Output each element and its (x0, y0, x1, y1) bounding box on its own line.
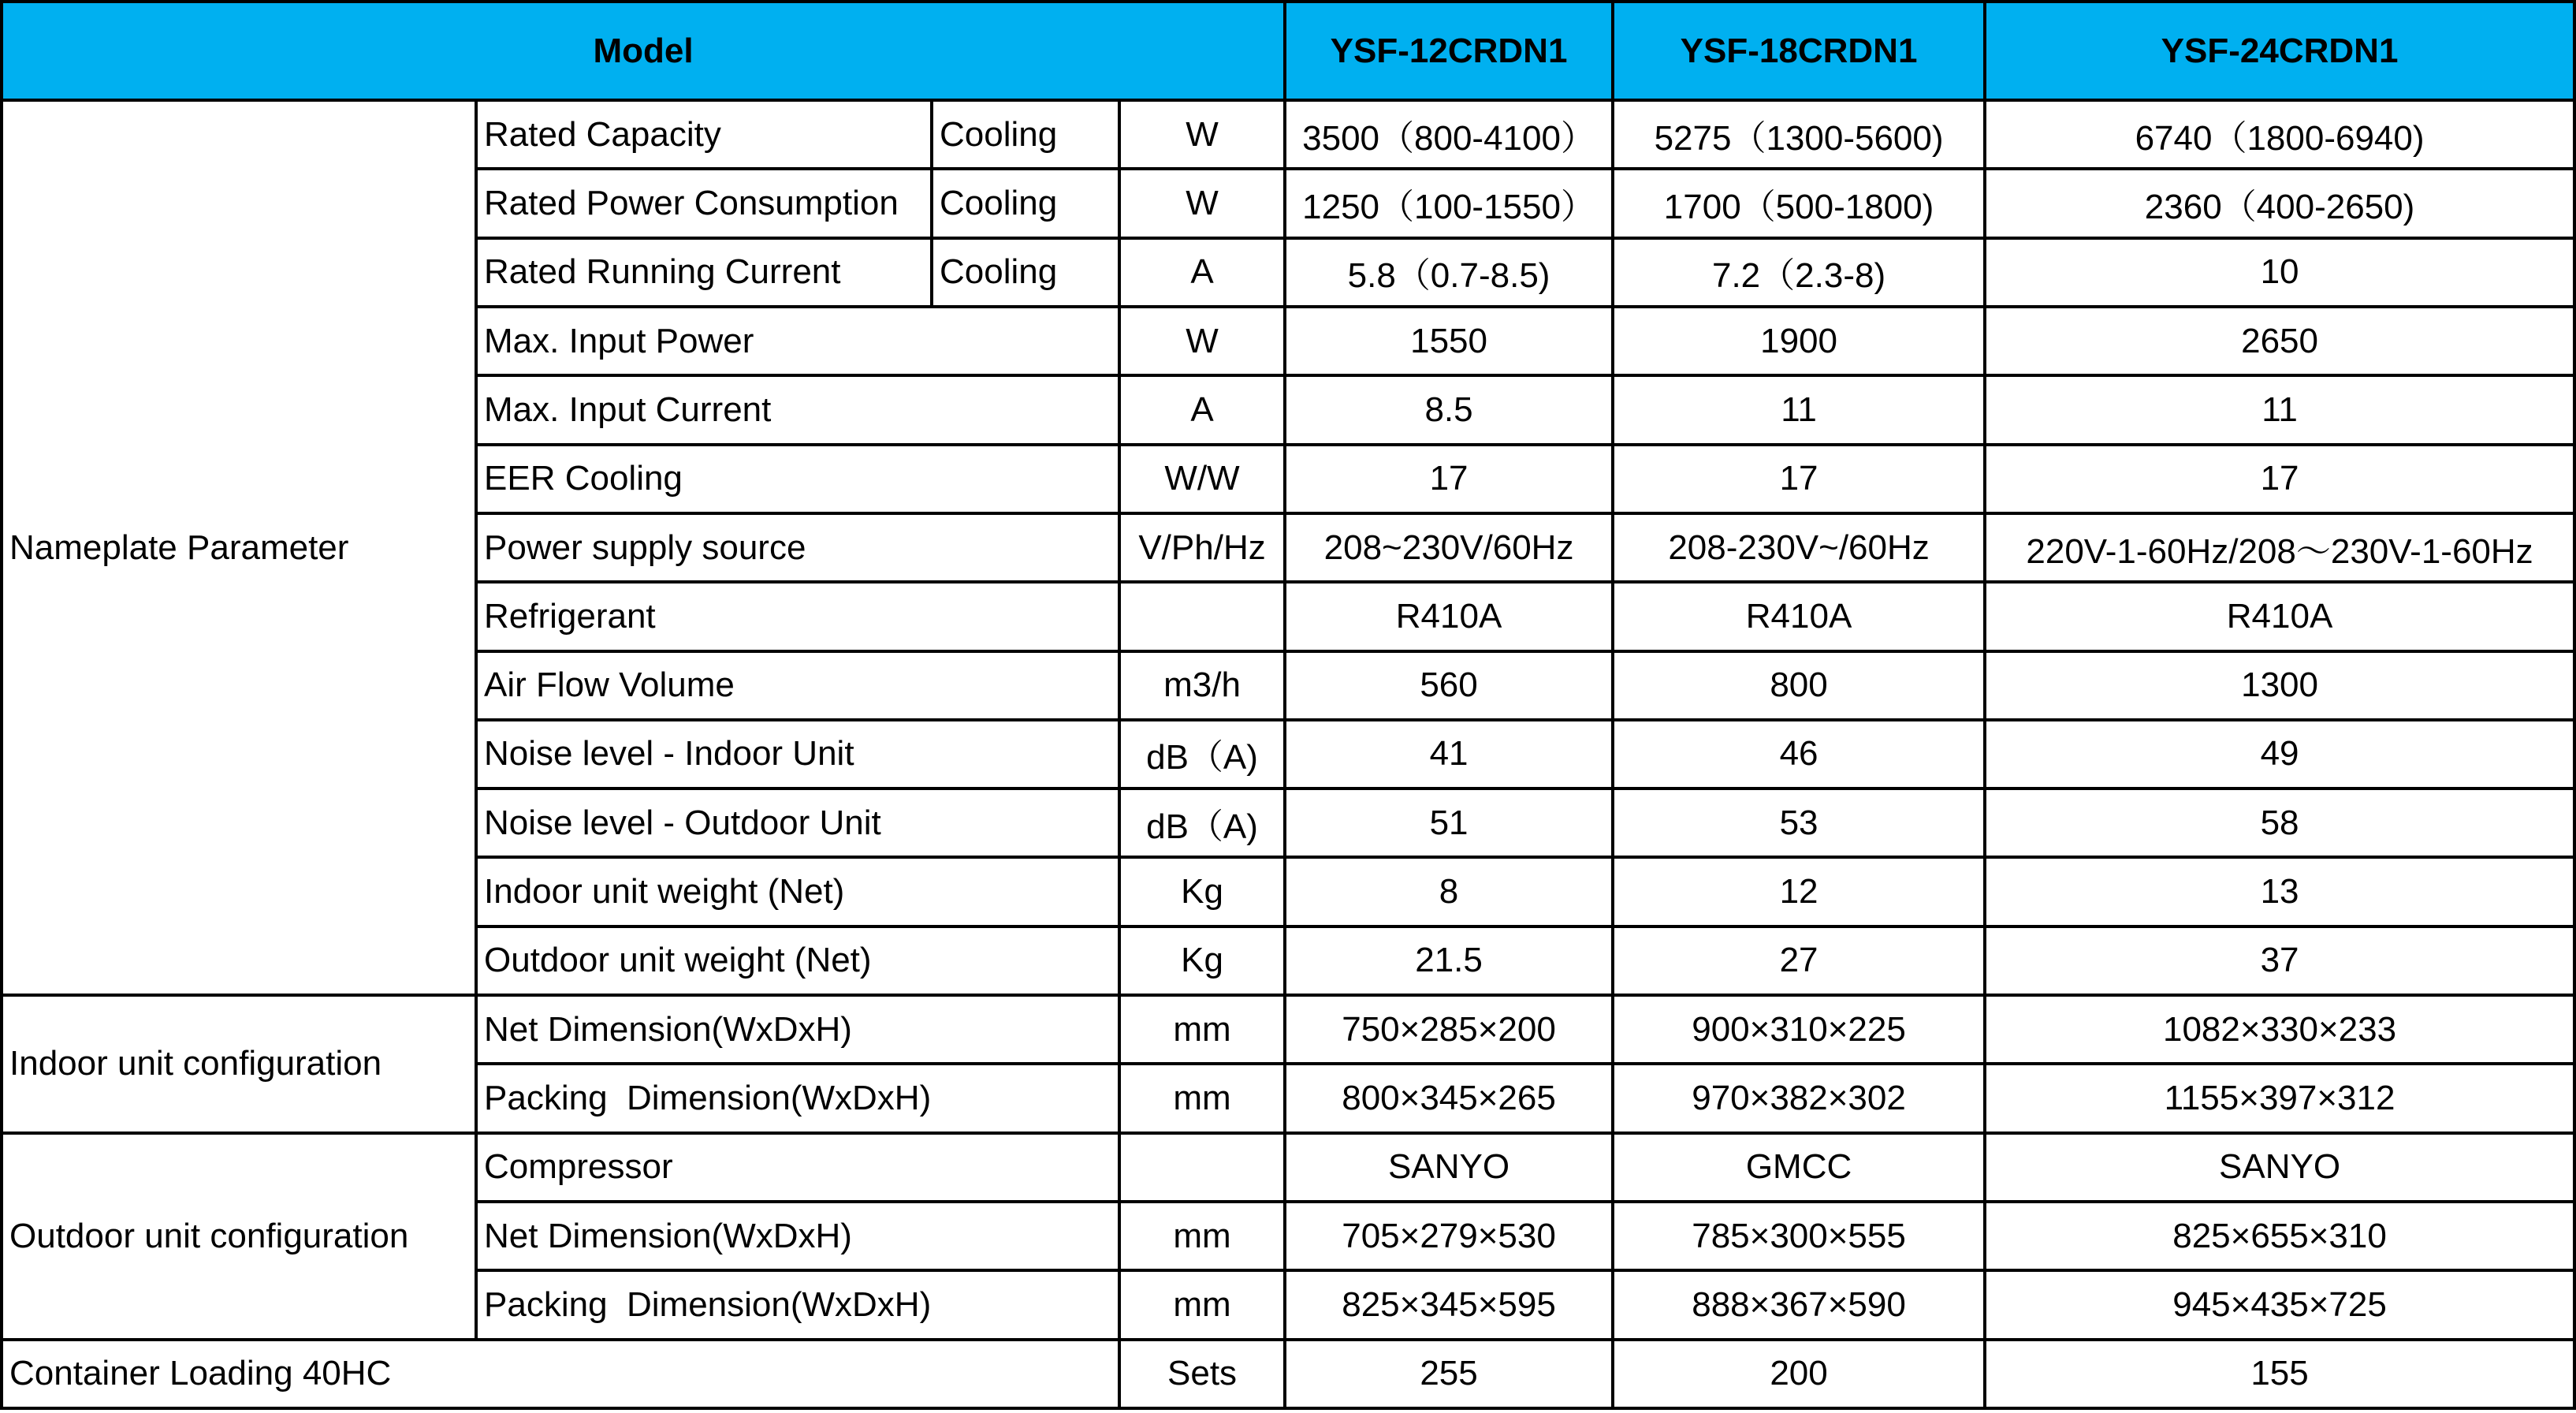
value-cell: 1700（500-1800) (1613, 169, 1985, 237)
value-cell: 970×382×302 (1613, 1064, 1985, 1132)
model-name: YSF-24CRDN1 (1985, 2, 2574, 100)
value-cell: 17 (1985, 445, 2574, 513)
value-cell: 58 (1985, 789, 2574, 857)
value-cell: R410A (1613, 582, 1985, 651)
param-label: Rated Running Current (476, 238, 932, 307)
value-cell: 6740（1800-6940) (1985, 100, 2574, 169)
value-cell: 785×300×555 (1613, 1202, 1985, 1270)
value-cell: 800×345×265 (1285, 1064, 1613, 1132)
value-cell: 1250（100-1550） (1285, 169, 1613, 237)
unit-cell: Kg (1119, 926, 1285, 995)
param-label: Max. Input Current (476, 375, 1119, 444)
value-cell: 37 (1985, 926, 2574, 995)
value-cell: 11 (1985, 375, 2574, 444)
unit-cell (1119, 582, 1285, 651)
value-cell: 825×655×310 (1985, 1202, 2574, 1270)
group-label: Outdoor unit configuration (2, 1133, 476, 1340)
value-cell: 1082×330×233 (1985, 995, 2574, 1064)
value-cell: 12 (1613, 857, 1985, 926)
param-label: Air Flow Volume (476, 651, 1119, 720)
mode-label: Cooling (932, 238, 1119, 307)
value-cell: 3500（800-4100） (1285, 100, 1613, 169)
value-cell: R410A (1985, 582, 2574, 651)
table-row (2, 1133, 2574, 1202)
value-cell: R410A (1285, 582, 1613, 651)
unit-cell: V/Ph/Hz (1119, 513, 1285, 582)
param-label: Net Dimension(WxDxH) (476, 995, 1119, 1064)
value-cell: 1900 (1613, 307, 1985, 375)
param-label: Container Loading 40HC (2, 1340, 1119, 1408)
param-label: Rated Capacity (476, 100, 932, 169)
value-cell: 750×285×200 (1285, 995, 1613, 1064)
mode-label: Cooling (932, 169, 1119, 237)
model-header: Model (2, 2, 1285, 100)
value-cell: 51 (1285, 789, 1613, 857)
value-cell: 800 (1613, 651, 1985, 720)
value-cell: 705×279×530 (1285, 1202, 1613, 1270)
param-label: Packing Dimension(WxDxH) (476, 1270, 1119, 1339)
unit-cell: mm (1119, 1064, 1285, 1132)
table-row (2, 995, 2574, 1064)
param-label: Packing Dimension(WxDxH) (476, 1064, 1119, 1132)
value-cell: SANYO (1985, 1133, 2574, 1202)
param-label: Compressor (476, 1133, 1119, 1202)
model-name: YSF-12CRDN1 (1285, 2, 1613, 100)
table-row (2, 1340, 2574, 1408)
value-cell: 17 (1613, 445, 1985, 513)
unit-cell: dB（A) (1119, 720, 1285, 789)
unit-cell: W (1119, 100, 1285, 169)
unit-cell: A (1119, 375, 1285, 444)
value-cell: 255 (1285, 1340, 1613, 1408)
value-cell: 560 (1285, 651, 1613, 720)
value-cell: 11 (1613, 375, 1985, 444)
value-cell: 2360（400-2650) (1985, 169, 2574, 237)
value-cell: 1155×397×312 (1985, 1064, 2574, 1132)
param-label: Net Dimension(WxDxH) (476, 1202, 1119, 1270)
unit-cell: m3/h (1119, 651, 1285, 720)
header-row (2, 2, 2574, 100)
unit-cell: W (1119, 169, 1285, 237)
value-cell: 888×367×590 (1613, 1270, 1985, 1339)
unit-cell: mm (1119, 995, 1285, 1064)
param-label: Noise level - Outdoor Unit (476, 789, 1119, 857)
param-label: Max. Input Power (476, 307, 1119, 375)
value-cell: 2650 (1985, 307, 2574, 375)
value-cell: GMCC (1613, 1133, 1985, 1202)
model-name: YSF-18CRDN1 (1613, 2, 1985, 100)
value-cell: 10 (1985, 238, 2574, 307)
value-cell: 5.8（0.7-8.5) (1285, 238, 1613, 307)
value-cell: 5275（1300-5600) (1613, 100, 1985, 169)
unit-cell (1119, 1133, 1285, 1202)
unit-cell: Kg (1119, 857, 1285, 926)
value-cell: 7.2（2.3-8) (1613, 238, 1985, 307)
value-cell: 21.5 (1285, 926, 1613, 995)
param-label: Rated Power Consumption (476, 169, 932, 237)
value-cell: 8.5 (1285, 375, 1613, 444)
table-row (2, 100, 2574, 169)
value-cell: 220V-1-60Hz/208～230V-1-60Hz (1985, 513, 2574, 582)
value-cell: 1550 (1285, 307, 1613, 375)
value-cell: 945×435×725 (1985, 1270, 2574, 1339)
param-label: Indoor unit weight (Net) (476, 857, 1119, 926)
value-cell: 8 (1285, 857, 1613, 926)
value-cell: 900×310×225 (1613, 995, 1985, 1064)
unit-cell: mm (1119, 1270, 1285, 1339)
param-label: Power supply source (476, 513, 1119, 582)
group-label: Nameplate Parameter (2, 100, 476, 995)
param-label: Outdoor unit weight (Net) (476, 926, 1119, 995)
unit-cell: A (1119, 238, 1285, 307)
unit-cell: Sets (1119, 1340, 1285, 1408)
value-cell: 17 (1285, 445, 1613, 513)
value-cell: 208~230V/60Hz (1285, 513, 1613, 582)
unit-cell: W/W (1119, 445, 1285, 513)
group-label: Indoor unit configuration (2, 995, 476, 1133)
value-cell: 825×345×595 (1285, 1270, 1613, 1339)
value-cell: 46 (1613, 720, 1985, 789)
value-cell: 200 (1613, 1340, 1985, 1408)
value-cell: 41 (1285, 720, 1613, 789)
value-cell: 208-230V~/60Hz (1613, 513, 1985, 582)
value-cell: SANYO (1285, 1133, 1613, 1202)
param-label: Noise level - Indoor Unit (476, 720, 1119, 789)
value-cell: 27 (1613, 926, 1985, 995)
value-cell: 53 (1613, 789, 1985, 857)
param-label: Refrigerant (476, 582, 1119, 651)
value-cell: 49 (1985, 720, 2574, 789)
unit-cell: W (1119, 307, 1285, 375)
unit-cell: mm (1119, 1202, 1285, 1270)
value-cell: 13 (1985, 857, 2574, 926)
value-cell: 155 (1985, 1340, 2574, 1408)
param-label: EER Cooling (476, 445, 1119, 513)
unit-cell: dB（A) (1119, 789, 1285, 857)
mode-label: Cooling (932, 100, 1119, 169)
value-cell: 1300 (1985, 651, 2574, 720)
